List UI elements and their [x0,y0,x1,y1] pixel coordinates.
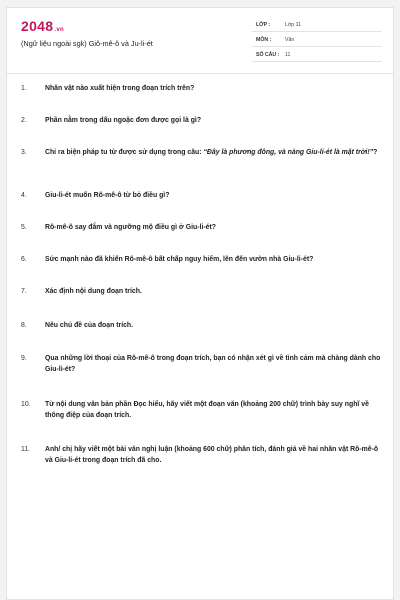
logo-tld: .vn [54,27,64,33]
question-text: Nhân vật nào xuất hiện trong đoạn trích trên? [45,85,195,92]
logo-main: 2048 [21,18,54,34]
question-number: 2. [21,117,27,124]
meta-row-question-count [252,47,382,62]
question-quote: “Đây là phương đông, và nàng Giu-li-ét là mặt trời!” [203,149,374,156]
question-number: 4. [21,192,27,199]
question-tail: ? [373,149,378,156]
question-text: Xác định nội dung đoạn trích. [45,288,142,295]
question-text: Từ nội dung văn bản phần Đọc hiểu, hãy viết một đoạn văn (khoảng 200 chữ) trình bày suy nghĩ về thông điệp của đoạn trích. [45,401,369,420]
question-item [21,190,381,201]
meta-value: Văn [285,37,295,43]
question-item [21,147,381,158]
meta-value: Lớp 11 [285,22,301,28]
question-number: 8. [21,322,27,329]
question-item [21,222,381,233]
question-text: Giu-li-ét muốn Rô-mê-ô từ bỏ điều gì? [45,192,170,199]
site-logo[interactable] [21,18,64,34]
question-text: Anh/ chị hãy viết một bài văn nghị luận (khoảng 600 chữ) phân tích, đánh giá về hai nhân vật Rô-mê-ô và Giu-li-ét trong đoạn trích đã cho. [45,446,379,465]
meta-key: SỐ CÂU : [256,52,280,58]
question-number: 7. [21,288,27,295]
question-text-wrapper [45,147,381,158]
question-item [21,115,381,126]
question-item [21,286,381,297]
meta-key: LỚP : [256,22,271,28]
question-text: Sức mạnh nào đã khiến Rô-mê-ô bất chấp nguy hiểm, lên đến vườn nhà Giu-li-ét? [45,256,314,263]
meta-value: 11 [285,52,291,58]
question-number: 5. [21,224,27,231]
question-text: Nêu chủ đề của đoạn trích. [45,322,134,329]
question-number: 1. [21,85,27,92]
question-item [21,254,381,265]
question-item [21,320,381,331]
question-item [21,353,381,376]
meta-row-class [252,17,382,32]
worksheet-header [7,8,393,74]
question-number: 3. [21,149,27,156]
document-title: (Ngữ liệu ngoài sgk) Giô-mê-ô và Ju-li-ét [21,39,153,48]
question-text: Qua những lời thoại của Rô-mê-ô trong đoạn trích, bạn có nhận xét gì về tình cảm mà chàng dành cho Giu-li-ét? [45,355,381,374]
meta-key: MÔN : [256,37,272,43]
question-item [21,444,381,467]
question-item [21,83,381,94]
worksheet-page [6,7,394,600]
question-text: Chỉ ra biện pháp tu từ được sử dụng trong câu: [45,149,204,156]
question-number: 9. [21,355,27,362]
question-text: Rô-mê-ô say đắm và ngưỡng mộ điều gì ở Giu-li-ét? [45,224,216,231]
question-number: 6. [21,256,27,263]
question-text: Phần nằm trong dấu ngoặc đơn được gọi là gì? [45,117,202,124]
question-number: 11. [21,446,31,453]
meta-row-subject [252,32,382,47]
question-item [21,399,381,422]
question-number: 10. [21,401,31,408]
